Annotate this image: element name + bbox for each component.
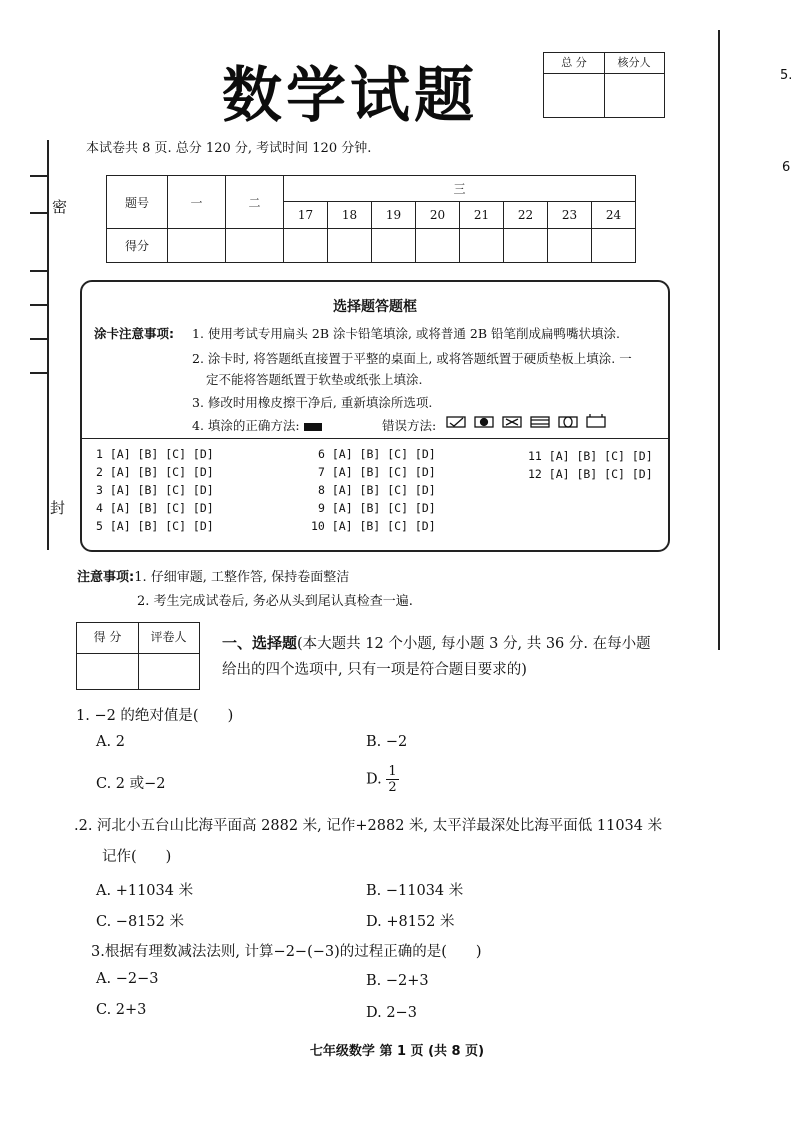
checker-label: 核分人 xyxy=(617,56,651,69)
question-number: 24 xyxy=(592,202,636,229)
exam-title: 数学试题 xyxy=(222,61,478,131)
correct-method-label: 4. 填涂的正确方法: xyxy=(192,418,300,433)
question-number: 20 xyxy=(416,202,460,229)
score-cell[interactable] xyxy=(284,229,328,263)
binding-tick xyxy=(30,304,47,306)
binding-line xyxy=(47,140,49,550)
section-one-desc: (本大题共 12 个小题, 每小题 3 分, 共 36 分. 在每小题 xyxy=(297,636,651,652)
section-one-header xyxy=(222,630,692,683)
q1-option-d[interactable] xyxy=(366,764,399,795)
question-number: 19 xyxy=(372,202,416,229)
q3-option-a[interactable]: A. −2−3 xyxy=(96,971,159,987)
bubble-row[interactable]: 4 [A] [B] [C] [D] xyxy=(96,501,214,515)
section-one-desc: 给出的四个选项中, 只有一项是符合题目要求的) xyxy=(222,662,527,678)
fraction-numerator: 1 xyxy=(388,764,397,779)
bubble-row[interactable]: 5 [A] [B] [C] [D] xyxy=(96,519,214,533)
binding-tick xyxy=(30,212,47,214)
bubble-row[interactable]: 6 [A] [B] [C] [D] xyxy=(318,447,436,461)
grader-label: 评卷人 xyxy=(150,630,187,644)
question-number: 17 xyxy=(284,202,328,229)
score-cell[interactable] xyxy=(460,229,504,263)
binding-tick xyxy=(30,175,47,177)
question-3-stem: 3.根据有理数减法法则, 计算−2−(−3)的过程正确的是( ) xyxy=(91,944,482,960)
score-cell[interactable] xyxy=(416,229,460,263)
fill-note: 1. 使用考试专用扁头 2B 涂卡铅笔填涂, 或将普通 2B 铅笔削成扁鸭嘴状填涂. xyxy=(192,326,620,341)
col-one: 一 xyxy=(168,176,226,229)
right-edge-line xyxy=(718,30,720,650)
bubble-row[interactable]: 3 [A] [B] [C] [D] xyxy=(96,483,214,497)
fraction-denominator: 2 xyxy=(388,780,397,795)
q2-option-a[interactable]: A. +11034 米 xyxy=(96,883,194,899)
notice-label: 注意事项: xyxy=(77,570,135,585)
question-number: 22 xyxy=(504,202,548,229)
question-1-stem: 1. −2 的绝对值是( ) xyxy=(76,708,234,724)
grade-label: 得 分 xyxy=(93,630,122,644)
question-number: 21 xyxy=(460,202,504,229)
score-cell[interactable] xyxy=(372,229,416,263)
wrong-method-label: 错误方法: xyxy=(382,418,437,433)
score-cell[interactable] xyxy=(168,229,226,263)
q1-option-a[interactable]: A. 2 xyxy=(96,734,125,750)
fill-note-correct xyxy=(192,416,322,434)
col-two: 二 xyxy=(226,176,284,229)
q1-option-c[interactable]: C. 2 或−2 xyxy=(96,776,166,792)
binding-tick xyxy=(30,372,47,374)
answer-box-divider xyxy=(82,438,668,439)
page-footer: 七年级数学 第 1 页 (共 8 页) xyxy=(309,1044,485,1059)
notice-line1 xyxy=(77,566,349,585)
margin-mi-char: 密 xyxy=(52,198,68,216)
score-cell[interactable] xyxy=(592,229,636,263)
grader-box xyxy=(76,622,200,690)
edge-mark: 5. xyxy=(780,68,793,83)
bubble-row[interactable]: 10 [A] [B] [C] [D] xyxy=(311,519,436,533)
q3-option-d[interactable]: D. 2−3 xyxy=(366,1005,417,1021)
wrong-fill-icons xyxy=(445,414,625,430)
fraction xyxy=(386,764,398,795)
q1-option-d-prefix: D. xyxy=(366,771,382,788)
answer-box-title: 选择题答题框 xyxy=(333,299,417,315)
correct-fill-icon xyxy=(304,423,322,431)
score-cell[interactable] xyxy=(328,229,372,263)
score-label: 得分 xyxy=(107,229,168,263)
fill-note: 2. 涂卡时, 将答题纸直接置于平整的桌面上, 或将答题纸置于硬质垫板上填涂. 一 xyxy=(192,351,632,366)
bubble-row[interactable]: 9 [A] [B] [C] [D] xyxy=(318,501,436,515)
bubble-row[interactable]: 11 [A] [B] [C] [D] xyxy=(528,449,653,463)
q3-option-c[interactable]: C. 2+3 xyxy=(96,1002,147,1018)
notice-item: 1. 仔细审题, 工整作答, 保持卷面整洁 xyxy=(134,570,350,585)
bubble-row[interactable]: 8 [A] [B] [C] [D] xyxy=(318,483,436,497)
margin-feng-char: 封 xyxy=(50,499,66,517)
edge-mark: 6 xyxy=(782,160,791,175)
fill-note: 3. 修改时用橡皮擦干净后, 重新填涂所选项. xyxy=(192,395,433,410)
question-number: 23 xyxy=(548,202,592,229)
question-2-stem: .2. 河北小五台山比海平面高 2882 米, 记作+2882 米, 太平洋最深处比海平面低 11034 米 xyxy=(74,818,663,834)
section-one-heading: 一、选择题 xyxy=(222,634,298,652)
binding-tick xyxy=(30,270,47,272)
notice-item: 2. 考生完成试卷后, 务必从头到尾认真检查一遍. xyxy=(137,594,413,609)
bubble-row[interactable]: 12 [A] [B] [C] [D] xyxy=(528,467,653,481)
bubble-row[interactable]: 1 [A] [B] [C] [D] xyxy=(96,447,214,461)
exam-intro: 本试卷共 8 页. 总分 120 分, 考试时间 120 分钟. xyxy=(86,141,372,156)
score-table xyxy=(106,175,636,263)
fill-note: 定不能将答题纸置于软垫或纸张上填涂. xyxy=(206,372,423,387)
q2-option-d[interactable]: D. +8152 米 xyxy=(366,914,455,930)
question-2-stem-cont: 记作( ) xyxy=(102,849,172,865)
question-number: 18 xyxy=(328,202,372,229)
q1-option-b[interactable]: B. −2 xyxy=(366,734,408,750)
score-cell[interactable] xyxy=(504,229,548,263)
question-no-label: 题号 xyxy=(107,176,168,229)
total-score-box xyxy=(543,52,665,118)
col-three: 三 xyxy=(284,176,636,202)
fill-notes-label: 涂卡注意事项: xyxy=(94,326,174,341)
binding-tick xyxy=(30,338,47,340)
score-cell[interactable] xyxy=(548,229,592,263)
q3-option-b[interactable]: B. −2+3 xyxy=(366,973,429,989)
bubble-row[interactable]: 2 [A] [B] [C] [D] xyxy=(96,465,214,479)
total-score-label: 总 分 xyxy=(561,56,587,69)
q2-option-c[interactable]: C. −8152 米 xyxy=(96,914,184,930)
bubble-row[interactable]: 7 [A] [B] [C] [D] xyxy=(318,465,436,479)
q2-option-b[interactable]: B. −11034 米 xyxy=(366,883,464,899)
answer-sheet-box xyxy=(80,280,670,552)
score-cell[interactable] xyxy=(226,229,284,263)
